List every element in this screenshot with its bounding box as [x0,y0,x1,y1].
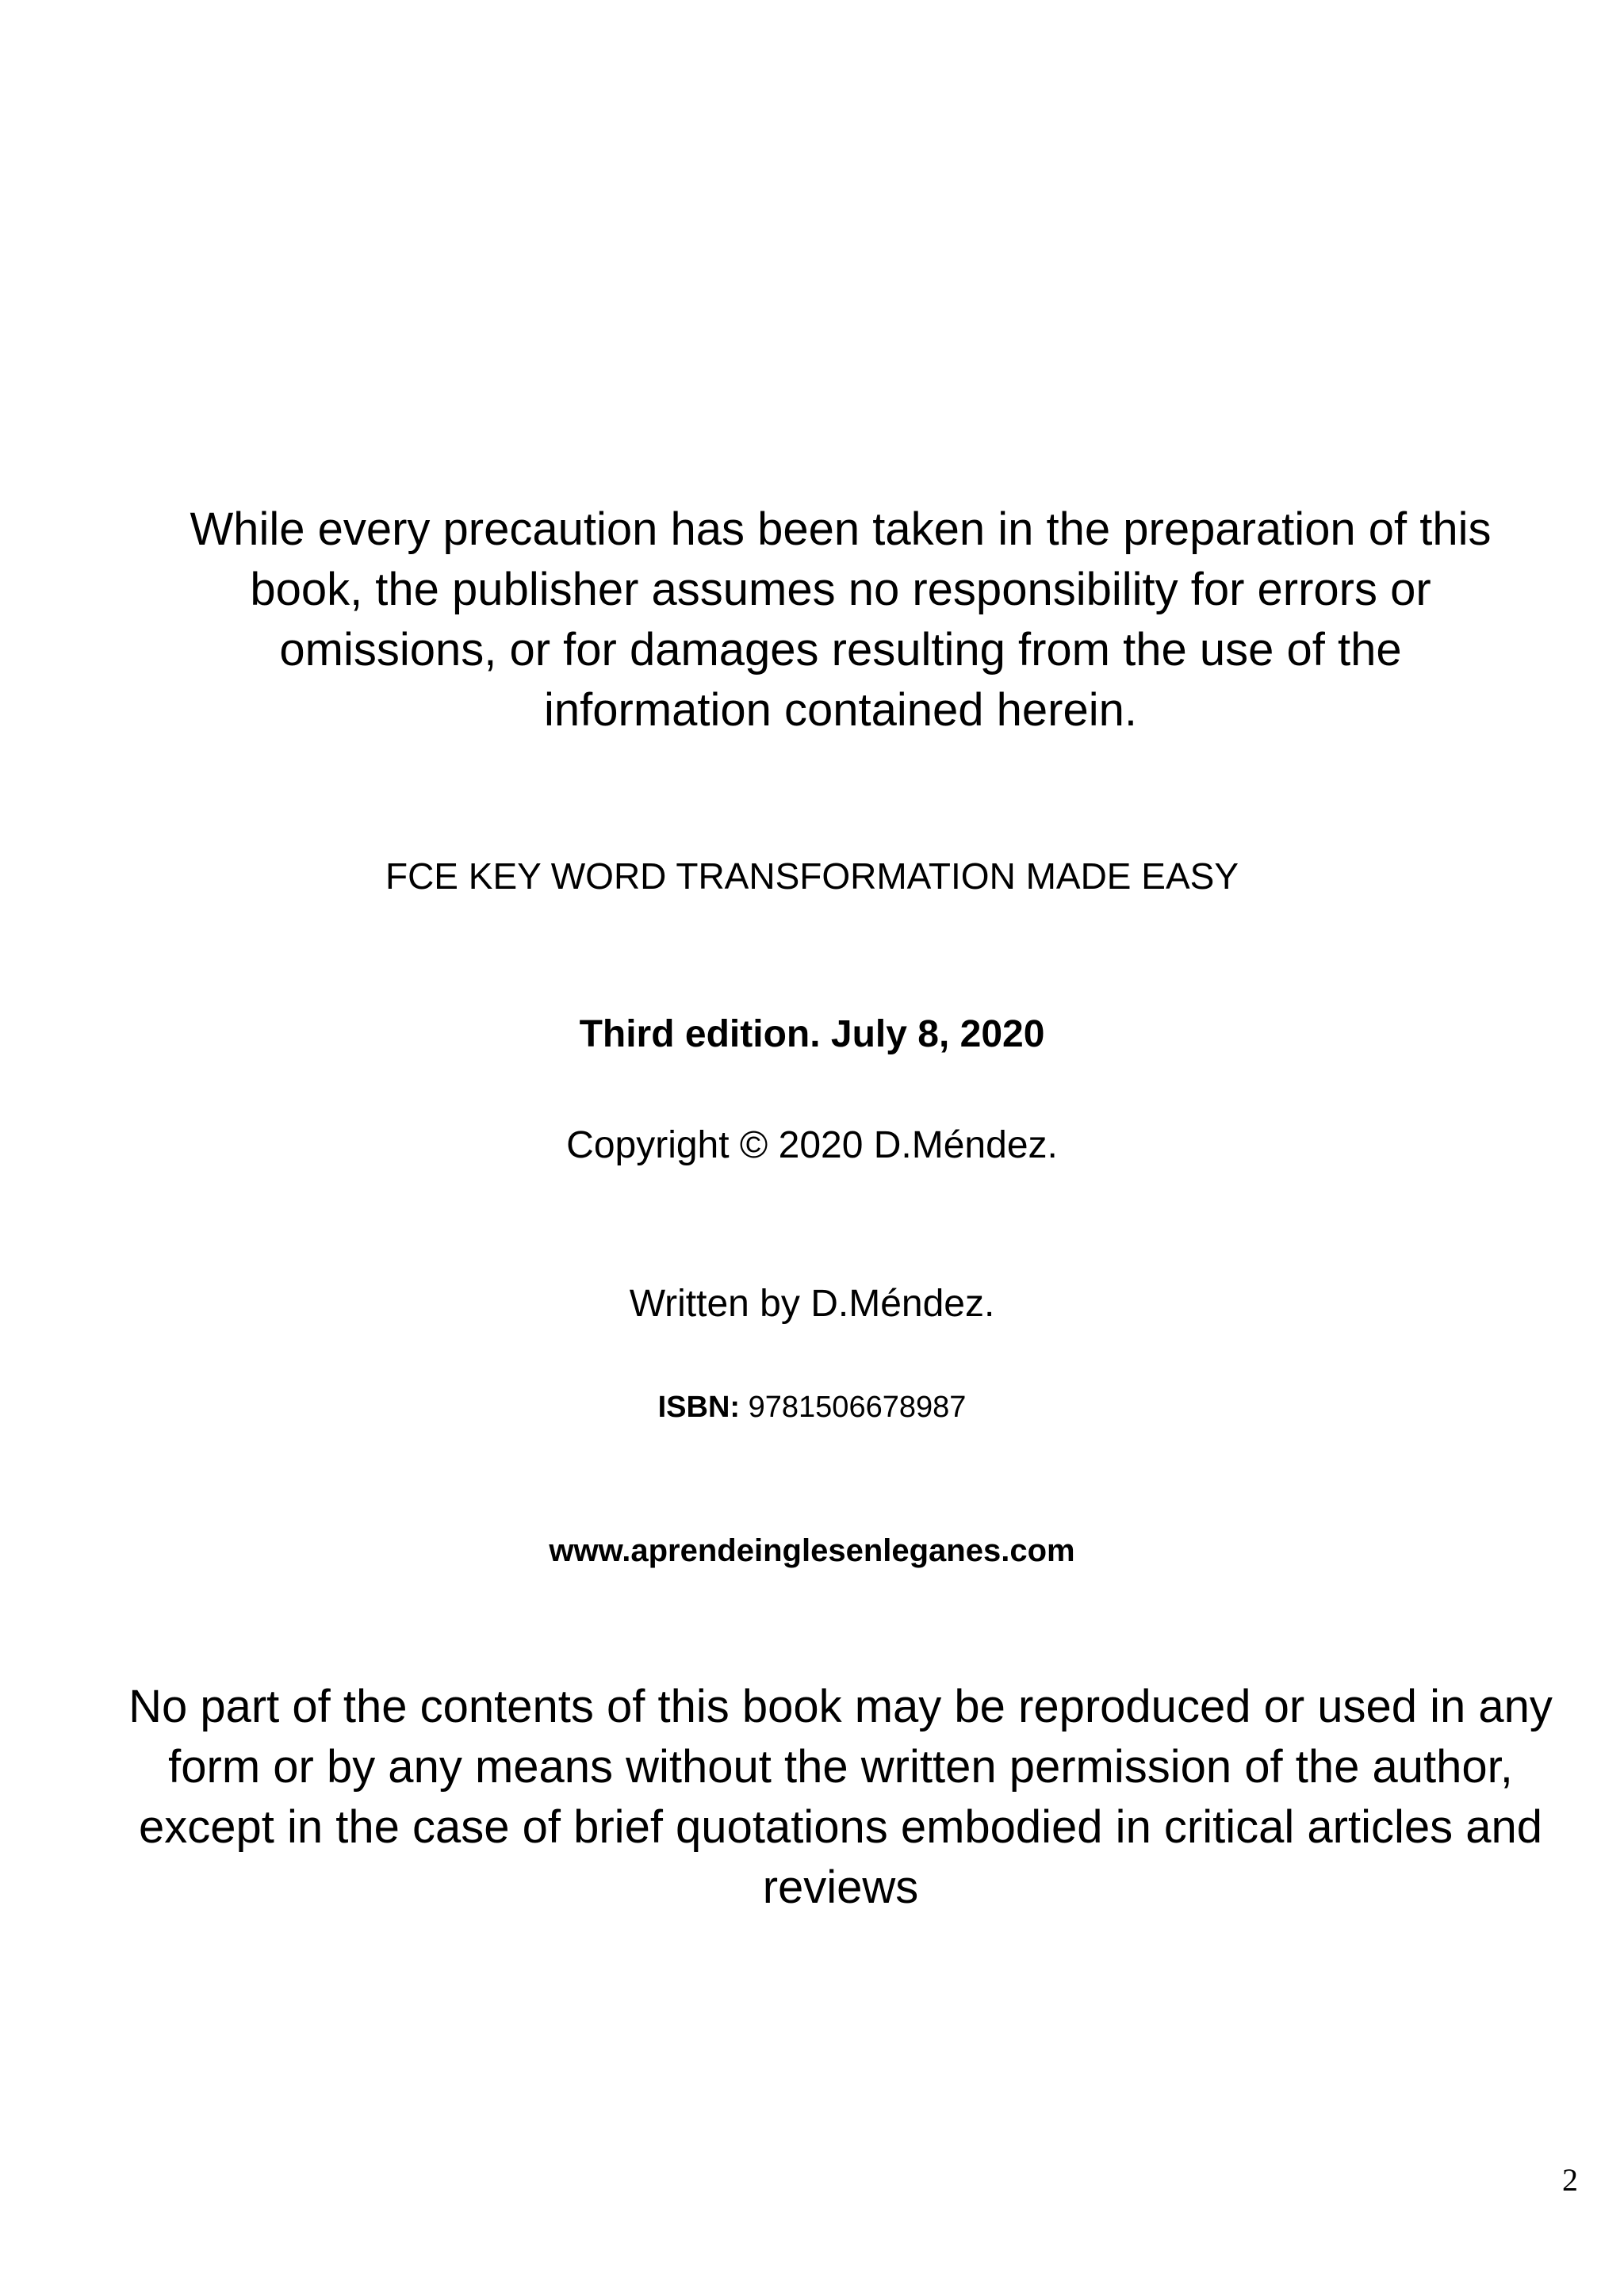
edition-line: Third edition. July 8, 2020 [579,1013,1045,1055]
rights-notice: No part of the contents of this book may be reproduced or used in any form or by any means without the written permission of the author, except in the case of brief quotations embodied in critical articles and reviews [128,1681,1553,1913]
isbn-line [0,1387,1624,1427]
author-line: Written by D.Méndez. [629,1283,995,1325]
isbn-label: ISBN: [657,1391,741,1424]
disclaimer-text: While every precaution has been taken in the preparation of this book, the publisher assumes no responsibility for errors or omissions, or for damages resulting from the use of the information contained herein. [190,503,1492,736]
copyright-line: Copyright © 2020 D.Méndez. [566,1124,1058,1166]
isbn-value: 9781506678987 [740,1391,967,1424]
website-link[interactable]: www.aprendeinglesenleganes.com [549,1533,1075,1568]
book-title: FCE KEY WORD TRANSFORMATION MADE EASY [385,855,1239,897]
page-number: 2 [1562,2162,1578,2198]
